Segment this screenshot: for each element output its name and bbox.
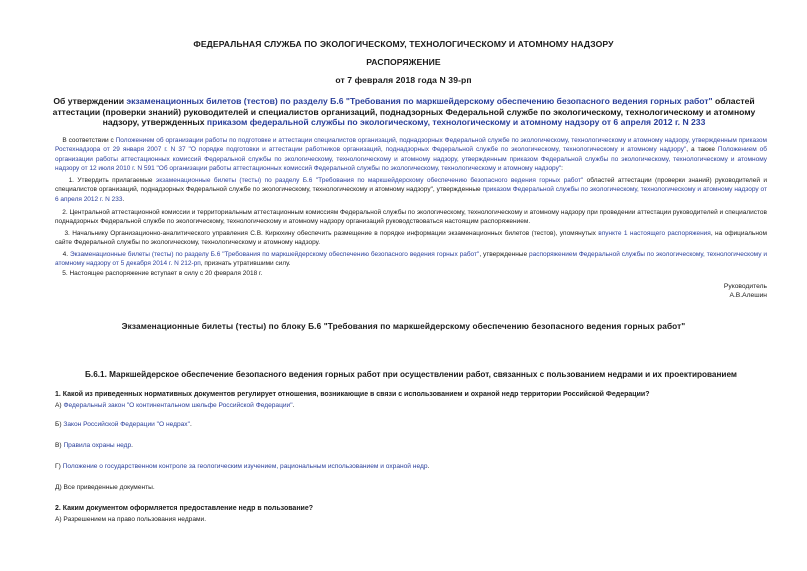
paragraph-6 bbox=[55, 269, 767, 278]
answer-1c-prefix: В) bbox=[55, 442, 64, 449]
answer-1e: Д) Все приведенные документы. bbox=[55, 484, 155, 491]
answer-1c-suffix: . bbox=[131, 442, 134, 449]
answer-2a: А) Разрешением на право пользования недрами. bbox=[55, 516, 207, 523]
answer-1a-link[interactable]: Федеральный закон "О континентальном шельфе Российской Федерации" bbox=[63, 402, 293, 409]
section-title: Б.6.1. Маркшейдерское обеспечение безопасного ведения горных работ при осуществлении работ, связанных с пользованием недрами и их проектированием bbox=[85, 370, 737, 379]
title-text-3: областей аттестации (проверки знаний) руководителей и специалистов организаций, поднадзорных Федеральной службе по экологическому, технологическому и атомному надзору, утвержденных bbox=[52, 96, 756, 127]
answer-1c bbox=[55, 442, 133, 449]
p2-text-e: . bbox=[122, 195, 125, 203]
doc-date: от 7 февраля 2018 года N 39-рп bbox=[335, 75, 472, 85]
p2-link-tests[interactable]: экзаменационные билеты (тесты) по разделу Б.6 "Требования по маркшейдерскому обеспечению безопасного ведения горных работ" bbox=[155, 177, 584, 184]
doc-type: РАСПОРЯЖЕНИЕ bbox=[366, 57, 441, 67]
p3-text: 2. Центральной аттестационной комиссии и территориальным аттестационным комиссиям Федеральной службы по экологическому, технологическому и атомному надзору при проведении аттестации руководителей и специалистов поднадзорных Федеральной службе по экологическому, технологическому и атомному надзору организаций руководствоваться настоящим распоряжением. bbox=[55, 209, 767, 226]
p4-text-a: 3. Начальнику Организационно-аналитического управления С.В. Кирюхину обеспечить размещение в порядке информации экзаменационных билетов (тестов), упомянутых bbox=[64, 230, 599, 237]
paragraph-5 bbox=[55, 250, 767, 269]
p1-text-c: , а также bbox=[686, 146, 718, 154]
p1-link-regulation-1[interactable]: Положением об организации работы по подготовке и аттестации специалистов организаций, поднадзорных Федеральной службе по экологическому, технологическому и атомному надзору, утвержденным приказом Ростехнадзора от 29 января 2007 г. N 37 "О порядке подготовки и аттестации работников организаций, поднадзорных Федеральной службе по экологическому, технологическому и атомному надзору" bbox=[55, 137, 767, 154]
doc-title bbox=[44, 96, 764, 128]
answer-1b bbox=[55, 421, 192, 428]
answer-1d-suffix: . bbox=[427, 463, 430, 470]
p5-link-tests[interactable]: Экзаменационные билеты (тесты) по разделу Б.6 "Требования по маркшейдерскому обеспечению безопасного ведения горных работ" bbox=[69, 251, 480, 258]
p4-link-point-1[interactable]: впункте 1 настоящего распоряжения bbox=[598, 230, 711, 237]
p2-text-c: областей аттестации (проверки знаний) руководителей и специалистов организаций, поднадзорных Федеральной службе по экологическому, технологическому и атомному надзору", утвержденные bbox=[55, 177, 767, 194]
paragraph-4 bbox=[55, 229, 767, 248]
p5-text-a: 4. bbox=[62, 251, 70, 258]
question-1: 1. Какой из приведенных нормативных документов регулирует отношения, возникающие в связи с использованием и охраной недр территории Российской Федерации? bbox=[55, 391, 650, 398]
paragraph-2 bbox=[55, 176, 767, 204]
signature-name: А.В.Алешин bbox=[729, 292, 767, 300]
p1-text-a: В соответствии с bbox=[62, 137, 116, 144]
title-link-order[interactable]: приказом федеральной службы по экологическому, технологическому и атомному надзору от 6 апреля 2012 г. N 233 bbox=[206, 117, 706, 127]
answer-1b-prefix: Б) bbox=[55, 421, 64, 428]
answer-1a-suffix: . bbox=[292, 402, 295, 409]
answer-1c-link[interactable]: Правила охраны недр bbox=[63, 442, 132, 449]
answer-1a-prefix: А) bbox=[55, 402, 64, 409]
answer-1d-link[interactable]: Положение о государственном контроле за геологическим изучением, рациональным использованием и охраной недр bbox=[62, 463, 428, 470]
agency-header: ФЕДЕРАЛЬНАЯ СЛУЖБА ПО ЭКОЛОГИЧЕСКОМУ, ТЕХНОЛОГИЧЕСКОМУ И АТОМНОМУ НАДЗОРУ bbox=[193, 39, 614, 49]
p2-link-order[interactable]: приказом Федеральной службы по экологическому, технологическому и атомному надзору от 6 апреля 2012 г. N 233 bbox=[55, 186, 767, 203]
p6-text: 5. Настоящее распоряжение вступает в силу с 20 февраля 2018 г. bbox=[62, 270, 263, 277]
answer-1d bbox=[55, 463, 429, 470]
paragraph-3 bbox=[55, 208, 767, 227]
signature-block bbox=[724, 282, 767, 301]
title-link-tests[interactable]: экзаменационных билетов (тестов) по разделу Б.6 "Требования по маркшейдерскому обеспечению безопасного ведения горных работ" bbox=[126, 96, 713, 106]
block-title: Экзаменационные билеты (тесты) по блоку Б.6 "Требования по маркшейдерскому обеспечению безопасного ведения горных работ" bbox=[121, 321, 686, 331]
question-2: 2. Каким документом оформляется предоставление недр в пользование? bbox=[55, 505, 314, 512]
p5-text-c: , утвержденные bbox=[479, 251, 529, 258]
answer-1d-prefix: Г) bbox=[55, 463, 63, 470]
answer-1b-suffix: . bbox=[189, 421, 192, 428]
answer-1a bbox=[55, 402, 294, 409]
p1-link-regulation-2[interactable]: Положением об организации работы аттестационных комиссий Федеральной службы по экологическому, технологическому и атомному надзору, утвержденным приказом Федеральной службы по экологическому, технологическому и атомному надзору от 12 июля 2010 г. N 591 "Об организации работы аттестационных комиссий Федеральной службы по экологическому, технологическому и атомному надзору" bbox=[55, 146, 767, 173]
title-text-1: Об утверждении bbox=[53, 96, 127, 106]
p2-text-a: 1. Утвердить прилагаемые bbox=[68, 177, 156, 184]
answer-1b-link[interactable]: Закон Российской Федерации "О недрах" bbox=[63, 421, 190, 428]
p4-text-c: , на официальном сайте Федеральной службы по экологическому, технологическому и атомному надзору. bbox=[55, 230, 767, 247]
p5-text-e: , признать утратившими силу. bbox=[200, 260, 291, 268]
p1-text-e: : bbox=[561, 165, 563, 173]
p5-link-order[interactable]: распоряжением Федеральной службы по экологическому, технологическому и атомному надзору от 5 декабря 2014 г. N 212-рп bbox=[55, 251, 767, 268]
paragraph-1 bbox=[55, 136, 767, 174]
signature-role: Руководитель bbox=[723, 283, 767, 290]
